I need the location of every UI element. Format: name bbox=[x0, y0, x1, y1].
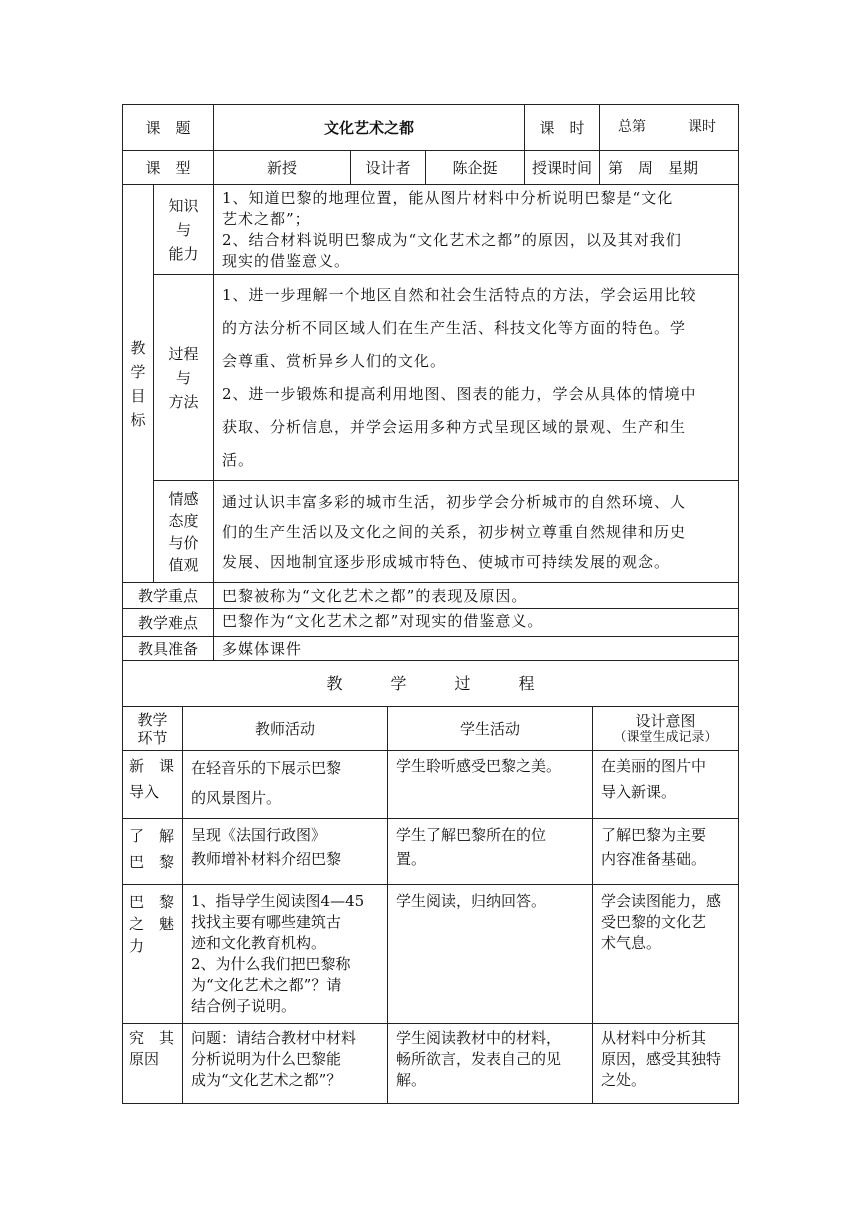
materials-label: 教具准备 bbox=[123, 637, 214, 661]
teacher-cell: 1、指导学生阅读图4—45 找找主要有哪些建筑古 迹和文化教育机构。 2、为什么我们把巴黎称 为“文化艺术之都”？请 结合例子说明。 bbox=[183, 885, 388, 1024]
stage-cell: 新 课 导入 bbox=[123, 751, 183, 819]
student-cell: 学生了解巴黎所在的位 置。 bbox=[388, 819, 593, 885]
difficulty-value: 巴黎作为“文化艺术之都”对现实的借鉴意义。 bbox=[214, 609, 739, 637]
emotion-text: 通过认识丰富多彩的城市生活，初步学会分析城市的自然环境、人 们的生产生活以及文化之间的关系，初步树立尊重自然规律和历史 发展、因地制宜逐步形成城市特色、使城市可持续发展的观念。 bbox=[214, 481, 739, 583]
intent-cell: 在美丽的图片中 导入新课。 bbox=[593, 751, 739, 819]
teaching-process-table bbox=[122, 660, 739, 1104]
intent-cell: 学会读图能力，感 受巴黎的文化艺 术气息。 bbox=[593, 885, 739, 1024]
time-label: 授课时间 bbox=[525, 151, 600, 185]
knowledge-text: 1、知道巴黎的地理位置，能从图片材料中分析说明巴黎是“文化 艺术之都”； 2、结合材料说明巴黎成为“文化艺术之都”的原因，以及其对我们 现实的借鉴意义。 bbox=[214, 185, 739, 275]
process-label: 过程 与 方法 bbox=[154, 275, 214, 481]
intent-cell: 从材料中分析其 原因，感受其独特 之处。 bbox=[593, 1024, 739, 1104]
stage-cell: 究 其 原因 bbox=[123, 1024, 183, 1104]
stage-cell: 了 解 巴 黎 bbox=[123, 819, 183, 885]
key-point-label: 教学重点 bbox=[123, 583, 214, 609]
emotion-label: 情感 态度 与价 值观 bbox=[154, 481, 214, 583]
stage-header: 教学 环节 bbox=[123, 707, 183, 751]
type-label: 课 型 bbox=[123, 151, 214, 185]
student-cell: 学生聆听感受巴黎之美。 bbox=[388, 751, 593, 819]
materials-value: 多媒体课件 bbox=[214, 637, 739, 661]
process-text: 1、进一步理解一个地区自然和社会生活特点的方法，学会运用比较 的方法分析不同区域人们在生产生活、科技文化等方面的特色。学 会尊重、赏析异乡人们的文化。 2、进一步锻炼和提高利用地图、图表的能力，学会从具体的情境中 获取、分析信息，并学会运用多种方式呈现区域的景观、生产和生 活。 bbox=[214, 275, 739, 481]
knowledge-label: 知识 与 能力 bbox=[154, 185, 214, 275]
topic-value: 文化艺术之都 bbox=[214, 105, 525, 151]
student-header: 学生活动 bbox=[388, 707, 593, 751]
student-cell: 学生阅读，归纳回答。 bbox=[388, 885, 593, 1024]
teacher-cell: 问题：请结合教材中材料 分析说明为什么巴黎能 成为“文化艺术之都”？ bbox=[183, 1024, 388, 1104]
intent-header: 设计意图 （课堂生成记录） bbox=[593, 707, 739, 751]
stage-cell: 巴 黎 之 魅 力 bbox=[123, 885, 183, 1024]
topic-label: 课 题 bbox=[123, 105, 214, 151]
designer-value: 陈企挺 bbox=[426, 151, 525, 185]
intent-cell: 了解巴黎为主要 内容准备基础。 bbox=[593, 819, 739, 885]
time-value: 第 周 星期 bbox=[600, 151, 739, 185]
type-value: 新授 bbox=[214, 151, 351, 185]
key-point-value: 巴黎被称为“文化艺术之都”的表现及原因。 bbox=[214, 583, 739, 609]
process-title: 教 学 过 程 bbox=[123, 661, 739, 707]
designer-label: 设计者 bbox=[351, 151, 426, 185]
lesson-info-table bbox=[122, 104, 739, 661]
period-value: 总第 课时 bbox=[600, 105, 739, 151]
teacher-header: 教师活动 bbox=[183, 707, 388, 751]
objectives-label: 教 学 目 标 bbox=[123, 185, 154, 583]
period-label: 课 时 bbox=[525, 105, 600, 151]
teacher-cell: 呈现《法国行政图》 教师增补材料介绍巴黎 bbox=[183, 819, 388, 885]
student-cell: 学生阅读教材中的材料， 畅所欲言，发表自己的见 解。 bbox=[388, 1024, 593, 1104]
difficulty-label: 教学难点 bbox=[123, 609, 214, 637]
teacher-cell: 在轻音乐的下展示巴黎 的风景图片。 bbox=[183, 751, 388, 819]
